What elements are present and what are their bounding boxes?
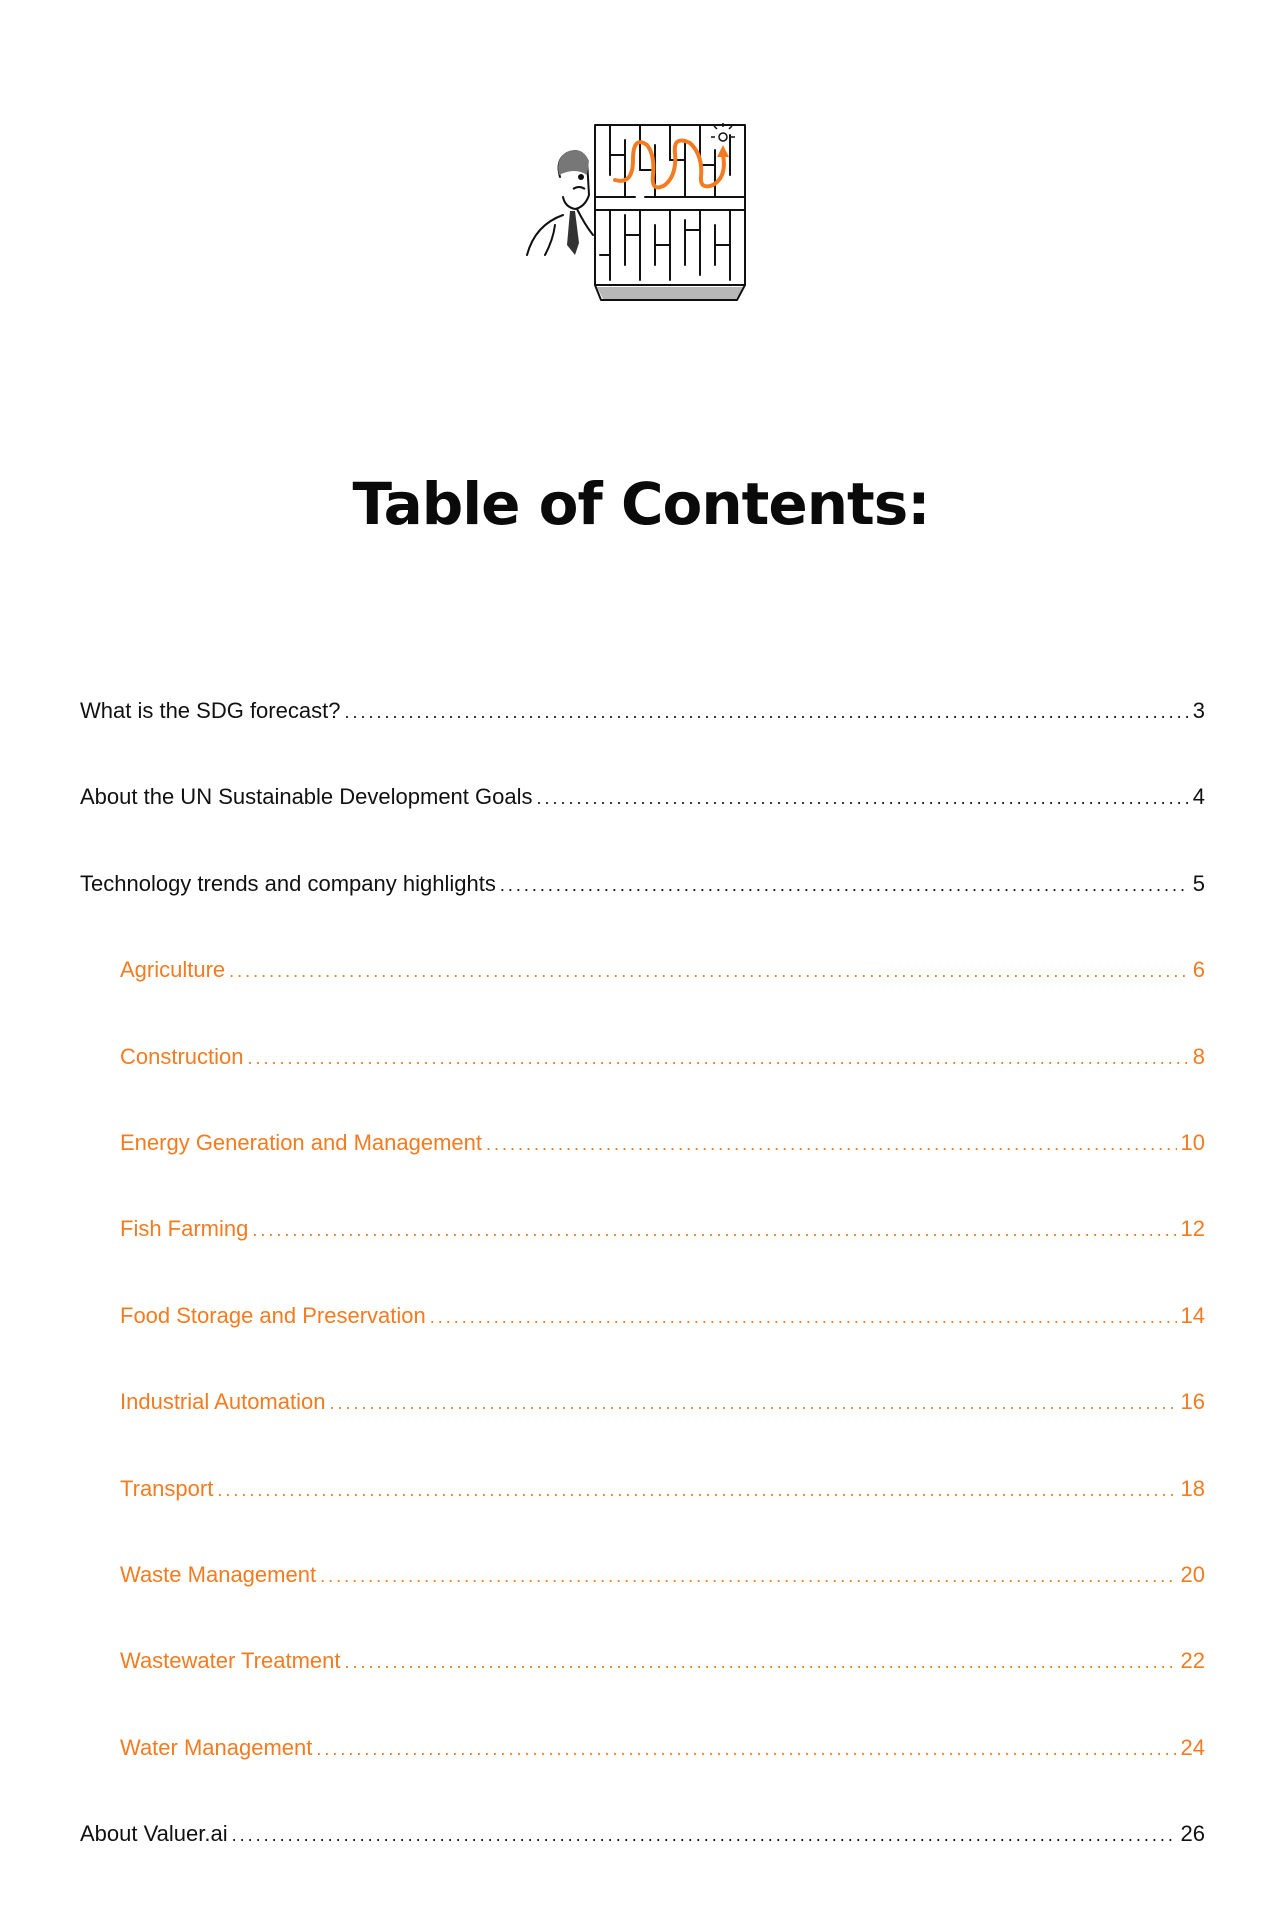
toc-entry-label: Waste Management	[120, 1561, 317, 1587]
toc-entry[interactable]	[80, 1130, 1205, 1216]
toc-dot-leader	[536, 788, 1188, 809]
toc-entry[interactable]	[80, 1303, 1205, 1389]
toc-entry-page-number: 14	[1180, 1302, 1205, 1328]
toc-entry[interactable]	[80, 957, 1205, 1043]
toc-entry[interactable]	[80, 1735, 1205, 1821]
toc-entry[interactable]	[80, 1389, 1205, 1475]
toc-dot-leader	[430, 1307, 1177, 1328]
toc-dot-leader	[229, 961, 1189, 982]
toc-dot-leader	[248, 1048, 1189, 1069]
toc-dot-leader	[486, 1134, 1177, 1155]
toc-entry-label: Technology trends and company highlights	[80, 870, 496, 896]
toc-entry-label: About Valuer.ai	[80, 1821, 228, 1847]
toc-entry-page-number: 6	[1192, 957, 1205, 983]
toc-entry-page-number: 26	[1180, 1821, 1205, 1847]
toc-entry-page-number: 10	[1180, 1129, 1205, 1155]
toc-dot-leader	[329, 1393, 1176, 1414]
toc-entry-page-number: 5	[1192, 870, 1205, 896]
toc-dot-leader	[316, 1739, 1176, 1760]
toc-entry-page-number: 4	[1192, 784, 1205, 810]
toc-entry-label: Industrial Automation	[120, 1389, 326, 1415]
toc-entry-label: Food Storage and Preservation	[120, 1302, 426, 1328]
toc-dot-leader	[500, 875, 1189, 896]
toc-entry[interactable]	[80, 784, 1205, 870]
toc-dot-leader	[232, 1825, 1177, 1846]
toc-entry-page-number: 24	[1180, 1734, 1205, 1760]
toc-entry-page-number: 22	[1180, 1648, 1205, 1674]
toc-entry-page-number: 3	[1192, 698, 1205, 723]
toc-entry-label: Fish Farming	[120, 1216, 249, 1242]
toc-entry-page-number: 8	[1192, 1043, 1205, 1069]
toc-entry-label: Wastewater Treatment	[120, 1648, 341, 1674]
toc-dot-leader	[252, 1220, 1176, 1241]
toc-dot-leader	[320, 1566, 1176, 1587]
toc-entry[interactable]	[80, 698, 1205, 784]
toc-entry-label: Energy Generation and Management	[120, 1129, 483, 1155]
toc-entry[interactable]	[80, 1821, 1205, 1907]
toc-entry-page-number: 16	[1180, 1389, 1205, 1415]
toc-entry[interactable]	[80, 871, 1205, 957]
man-looking-at-maze-illustration	[515, 115, 755, 315]
toc-entry[interactable]	[80, 1476, 1205, 1562]
toc-entry-label: About the UN Sustainable Development Goals	[80, 784, 533, 810]
toc-entry-label: Transport	[120, 1475, 214, 1501]
toc-dot-leader	[344, 1652, 1176, 1673]
table-of-contents	[80, 698, 1205, 1907]
toc-entry-label: Agriculture	[120, 957, 226, 983]
page-title: Table of Contents:	[352, 470, 930, 538]
toc-entry-page-number: 20	[1180, 1561, 1205, 1587]
toc-entry[interactable]	[80, 1648, 1205, 1734]
toc-entry-label: Construction	[120, 1043, 244, 1069]
toc-entry-page-number: 18	[1180, 1475, 1205, 1501]
toc-entry[interactable]	[80, 1044, 1205, 1130]
toc-dot-leader	[344, 702, 1188, 723]
toc-entry-page-number: 12	[1180, 1216, 1205, 1242]
toc-entry[interactable]	[80, 1216, 1205, 1302]
toc-entry-label: Water Management	[120, 1734, 313, 1760]
toc-entry[interactable]	[80, 1562, 1205, 1648]
toc-entry-label: What is the SDG forecast?	[80, 698, 341, 723]
toc-dot-leader	[217, 1480, 1176, 1501]
